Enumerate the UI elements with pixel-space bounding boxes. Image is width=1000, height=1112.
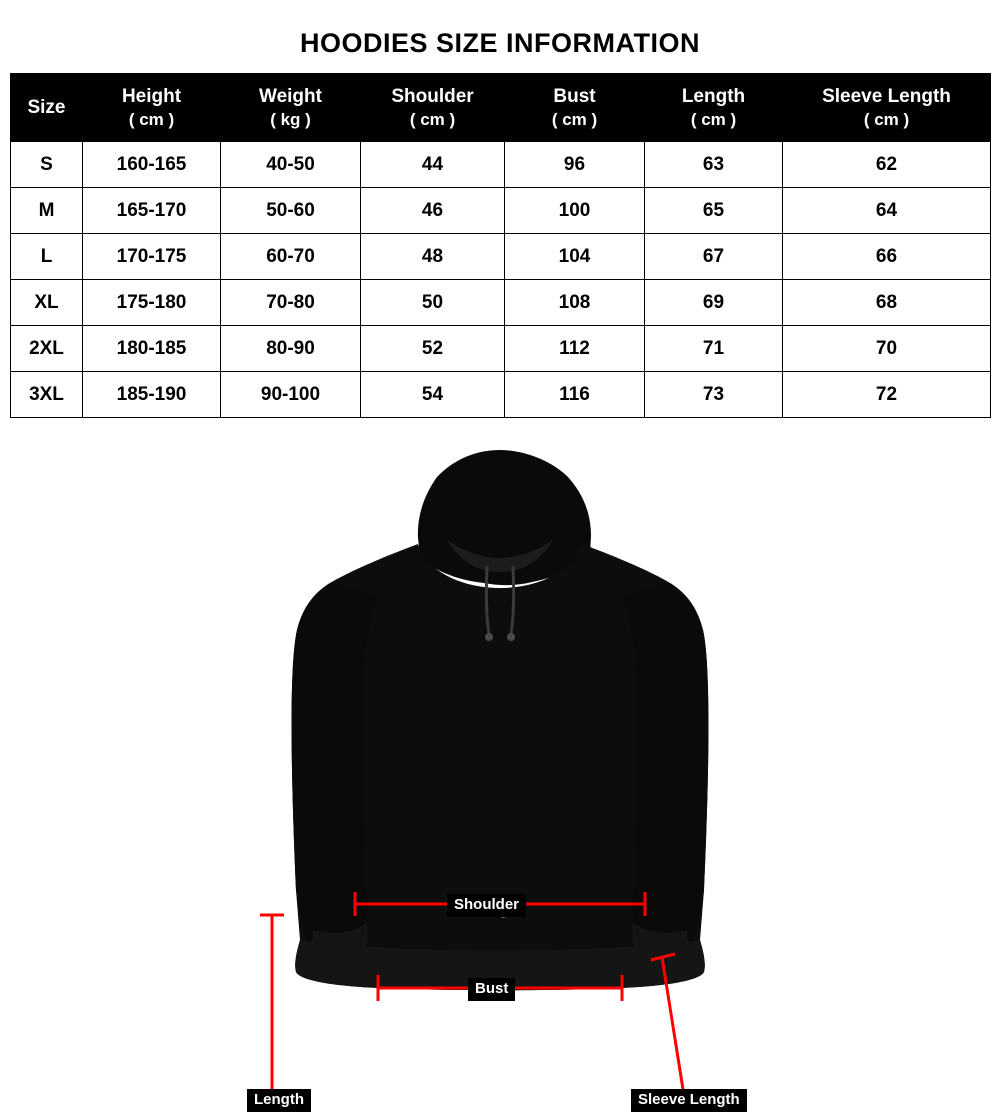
table-header-length — [645, 74, 783, 142]
measure-cell: 65 — [645, 188, 783, 234]
table-header-sleeve-length — [783, 74, 991, 142]
hoodie-garment-shape — [292, 450, 709, 1112]
size-table — [10, 73, 991, 418]
header-unit: ( cm ) — [128, 109, 175, 129]
measure-cell: 80-90 — [221, 326, 361, 372]
header-name: Length — [681, 86, 746, 107]
table-row — [11, 372, 991, 418]
header-unit: ( cm ) — [409, 109, 456, 129]
bust-label: Bust — [468, 978, 515, 1001]
measure-cell: 71 — [645, 326, 783, 372]
table-header-height — [83, 74, 221, 142]
measure-cell: 52 — [361, 326, 505, 372]
header-name: Size — [27, 96, 66, 118]
header-name: Weight — [259, 86, 322, 107]
size-table-container — [0, 73, 1000, 418]
measure-cell: 64 — [783, 188, 991, 234]
size-cell: L — [11, 234, 83, 280]
measure-cell: 73 — [645, 372, 783, 418]
table-row — [11, 280, 991, 326]
measure-cell: 100 — [505, 188, 645, 234]
measure-cell: 112 — [505, 326, 645, 372]
table-row — [11, 188, 991, 234]
measure-cell: 160-165 — [83, 142, 221, 188]
measure-cell: 116 — [505, 372, 645, 418]
header-unit: ( cm ) — [690, 109, 737, 129]
size-cell: XL — [11, 280, 83, 326]
measure-cell: 62 — [783, 142, 991, 188]
measure-cell: 69 — [645, 280, 783, 326]
measure-cell: 170-175 — [83, 234, 221, 280]
page-title: HOODIES SIZE INFORMATION — [299, 28, 700, 58]
size-table-body — [11, 142, 991, 418]
measure-cell: 46 — [361, 188, 505, 234]
length-label: Length — [247, 1089, 311, 1112]
table-row — [11, 234, 991, 280]
measure-cell: 70-80 — [221, 280, 361, 326]
measure-cell: 48 — [361, 234, 505, 280]
measure-cell: 54 — [361, 372, 505, 418]
shoulder-label: Shoulder — [447, 894, 526, 917]
size-table-head — [11, 74, 991, 142]
header-name: Bust — [553, 86, 596, 107]
size-cell: S — [11, 142, 83, 188]
measure-cell: 70 — [783, 326, 991, 372]
measure-cell: 44 — [361, 142, 505, 188]
header-unit: ( kg ) — [270, 109, 311, 129]
size-cell: M — [11, 188, 83, 234]
size-cell: 3XL — [11, 372, 83, 418]
table-header-weight — [221, 74, 361, 142]
size-cell: 2XL — [11, 326, 83, 372]
table-row — [11, 142, 991, 188]
header-name: Shoulder — [391, 86, 474, 107]
measure-cell: 67 — [645, 234, 783, 280]
measure-cell: 66 — [783, 234, 991, 280]
header-unit: ( cm ) — [551, 109, 598, 129]
table-header-size — [11, 74, 83, 142]
measure-cell: 60-70 — [221, 234, 361, 280]
measure-cell: 96 — [505, 142, 645, 188]
measure-cell: 72 — [783, 372, 991, 418]
measure-cell: 165-170 — [83, 188, 221, 234]
header-unit: ( cm ) — [863, 109, 910, 129]
measure-cell: 68 — [783, 280, 991, 326]
header-name: Sleeve Length — [822, 86, 951, 107]
table-header-shoulder — [361, 74, 505, 142]
table-header-bust — [505, 74, 645, 142]
table-row — [11, 326, 991, 372]
hoodie-illustration — [0, 420, 1000, 1108]
header-name: Height — [121, 86, 182, 107]
sleeve-length-label: Sleeve Length — [631, 1089, 747, 1112]
measure-cell: 90-100 — [221, 372, 361, 418]
measure-cell: 175-180 — [83, 280, 221, 326]
measure-cell: 50 — [361, 280, 505, 326]
measure-cell: 40-50 — [221, 142, 361, 188]
measure-cell: 50-60 — [221, 188, 361, 234]
table-header-row — [11, 74, 991, 142]
measure-cell: 104 — [505, 234, 645, 280]
measure-cell: 108 — [505, 280, 645, 326]
measure-cell: 63 — [645, 142, 783, 188]
measure-cell: 180-185 — [83, 326, 221, 372]
measure-cell: 185-190 — [83, 372, 221, 418]
